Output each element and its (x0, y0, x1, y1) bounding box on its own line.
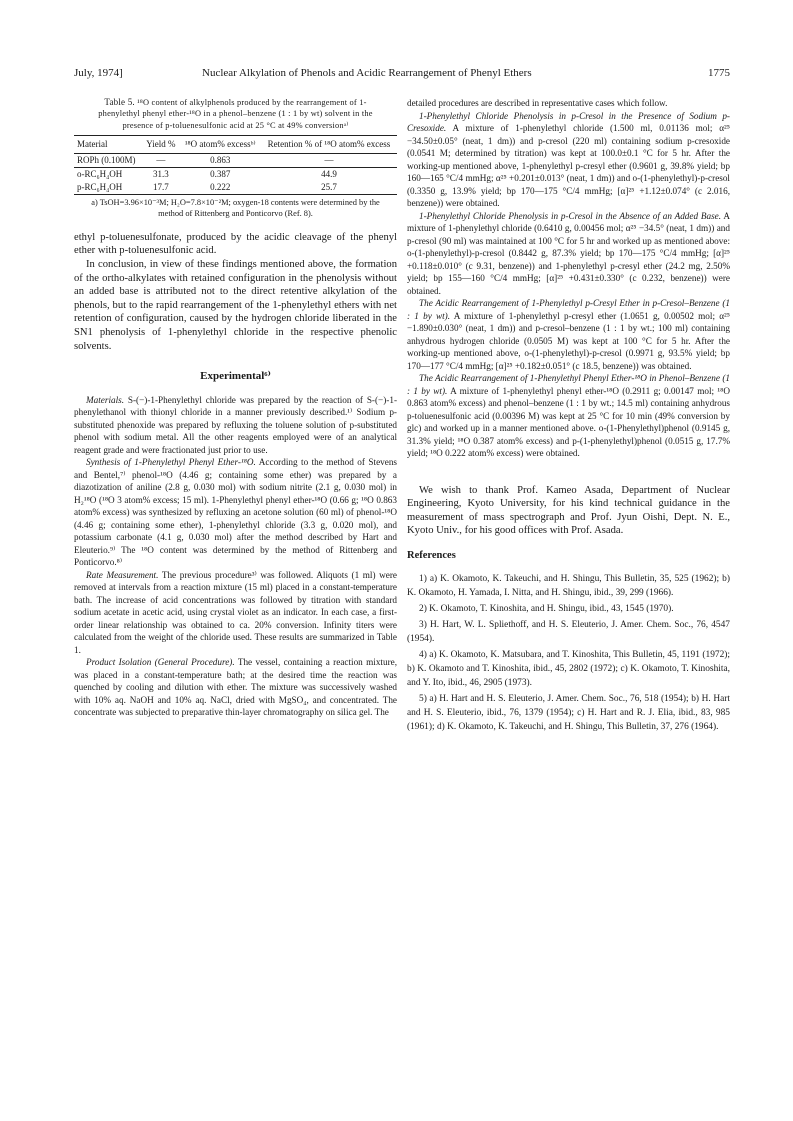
column-header: Yield % (146, 138, 176, 149)
body-paragraph: In conclusion, in view of these findings mentioned above, the formation of the ortho-alkylates with retained configuration in the phenolysis without an added base is attributed not to the direct retentive alkylation of the phenols, but to the rapid rearrangement of the 1-phenylethyl ethers with net retention of configuration, caused by the hydrogen chloride liberated in the SN1 phenolysis of 1-phenylethyl chloride in the respective phenolic solvents. (74, 259, 397, 352)
procedure-paragraph (407, 210, 730, 298)
paragraph-lead: The Acidic Rearrangement of 1-Phenylethyl p-Cresyl Ether in p-Cresol–Benzene (1 : 1 by wt). (407, 298, 730, 321)
paragraph-lead: Synthesis of 1-Phenylethyl Phenyl Ether-¹⁸O. (86, 457, 256, 468)
table-cell: ROPh (0.100M) (77, 154, 136, 165)
paragraph-text: S-(−)-1-Phenylethyl chloride was prepared by the reaction of S-(−)-1-phenylethanol with thionyl chloride in a manner previously described.¹⁾ Sodium p-substituted phenoxide was prepared by refluxing the toluene solution of p-substituted phenol with sodium metal. All the other reagents employed were of an analytical reagent grade and were fractionated just prior to use. (74, 394, 398, 455)
reference-item: 1) a) K. Okamoto, K. Takeuchi, and H. Shingu, This Bulletin, 35, 525 (1962); b) K. Okamoto, H. Yamada, I. Nitta, and H. Shingu, ibid., 39, 299 (1966). (407, 574, 730, 599)
paragraph-text: A mixture of 1-phenylethyl phenyl ether-¹⁸O (0.2911 g; 0.00147 mol; ¹⁸O 0.863 atom% excess) and phenol–benzene (1 : 1 by wt.; 14.5 ml) containing anhydrous p-toluenesulfonic acid (0.00396 M) was kept at 25 °C for 10 min (49% conversion by glc) and worked up in a manner mentioned above. o-(1-Phenylethyl)phenol (0.9145 g, 31.3% yield; ¹⁸O 0.387 atom% excess) and p-(1-phenylethyl)phenol (0.0515 g, 17.7% yield; ¹⁸O 0.222 atom% excess) were obtained. (407, 385, 730, 458)
table-cell: 44.9 (321, 168, 337, 179)
data-table (74, 135, 397, 195)
table-row (74, 167, 397, 181)
table-cell: 25.7 (321, 181, 337, 192)
paragraph-text: The vessel, containing a reaction mixture, was placed in a constant-temperature bath; at the desired time the reaction was quenched by cooling and dilution with ether. The mixture was successively washed with 10% aq. NaOH and 10% aq. NaCl, dried with MgSO₄, and concentrated. The concentrate was subjected to preparative thin-layer chromatography on silica gel. The (74, 657, 398, 718)
procedure-paragraph (407, 372, 730, 460)
column-header: Material (77, 138, 108, 149)
paragraph-text: A mixture of 1-phenylethyl p-cresyl ether (1.0651 g, 0.00502 mol; α²⁵ −1.890±0.030° (neat, 1 dm)) and p-cresol–benzene (1 : 1 by wt.; 100 ml) containing anhydrous hydrogen chloride (0.0505 M) was kept at 100 °C for 5 hr. After the working-up mentioned above, o-(1-phenylethyl)-p-cresol (0.9971 g, 93.5% yield; bp 170—177 °C/4 mmHg; [α]²⁵ +0.182±0.051° (c 18.5, benzene)) was obtained. (407, 310, 730, 371)
table-cell: o-RC₆H₄OH (77, 168, 123, 179)
paragraph-lead: 1-Phenylethyl Chloride Phenolysis in p-Cresol in the Presence of Sodium p-Cresoxide. (407, 110, 730, 133)
table-cell: 17.7 (153, 181, 169, 192)
paragraph-lead: Rate Measurement. (86, 569, 159, 580)
table-caption-text: ¹⁸O content of alkylphenols produced by the rearrangement of 1-phenylethyl phenyl ether-¹⁸O in a phenol–benzene (1 : 1 by wt) solvent in the presence of p-toluenesulfonic acid at 25 °C at 49% conversionᵃ⁾ (98, 98, 373, 130)
product-paragraph (74, 656, 397, 719)
table-cell: — (156, 154, 166, 165)
table-cell: 31.3 (153, 168, 169, 179)
table-cell: 0.222 (210, 181, 231, 192)
table-header-row (74, 135, 397, 153)
header-running-title: Nuclear Alkylation of Phenols and Acidic Rearrangement of Phenyl Ethers (202, 67, 532, 79)
paragraph-lead: Product Isolation (General Procedure). (86, 657, 235, 668)
paragraph-text: A mixture of 1-phenylethyl chloride (1.500 ml, 0.01136 mol; α²⁵ −34.50±0.05° (neat, 1 dm)) and p-cresol (220 ml) containing sodium p-cresoxide (0.0541 M; determined by titration) was kept at 100.0±0.1 °C for 5 hr. After the working-up mentioned above, 1-phenylethyl p-cresyl ether (0.9601 g, 39.8% yield; bp 160—165 °C/4 mmHg; α²⁵ +0.201±0.013° (neat, 1 dm)) and o-(1-phenylethyl)-p-cresol (0.3350 g, 13.9% yield; bp 170—175 °C/4 mmHg; [α]²⁵ +1.12±0.074° (c 2.016, benzene)) were obtained. (407, 123, 730, 208)
procedure-paragraph (407, 110, 730, 210)
column-header: ¹⁸O atom% excessᵇ⁾ (184, 138, 256, 149)
rate-paragraph (74, 569, 397, 657)
table-caption (90, 97, 381, 131)
materials-paragraph (74, 394, 397, 457)
paragraph-text: A mixture of 1-phenylethyl chloride (0.6410 g, 0.00456 mol; α²⁵ −34.5° (neat, 1 dm)) and p-cresol (90 ml) was maintained at 100 °C for 5 hr and worked up as mentioned above: o-(1-phenylethyl)-p-cresol (0.8442 g, 87.3% yield; bp 170—175 °C/4 mmHg; [α]²⁵ +0.118±0.010° (c 9.31, benzene)) and 1-phenylethyl p-cresyl ether (24.2 mg, 2.50% yield; bp 155—160 °C/4 mmHg; [α]²⁵ +0.431±0.330° (c 0.232, benzene)) were obtained. (407, 210, 730, 296)
paragraph-text: According to the method of Stevens and Bentel,⁷⁾ phenol-¹⁸O (4.46 g; containing some ether) was prepared by a diazotization of aniline (2.8 g, 0.030 mol) with sodium nitrite (2.1 g, 0.030 mol) in H₂¹⁸O (¹⁸O 3 atom% excess; 15 ml). 1-Phenylethyl phenyl ether-¹⁸O (0.66 g; ¹⁸O 0.863 atom% excess) was synthesized by refluxing an acetone solution (60 ml) of phenol-¹⁸O (4.46 g; containing some ether), 1-phenylethyl chloride (3.3 g, 0.020 mol), and potassium carbonate (4.1 g, 0.030 mol) after the method described by Hart and Eleuterio.⁹⁾ The ¹⁸O content was determined by the method of Rittenberg and Ponticorvo.⁸⁾ (74, 457, 397, 568)
paragraph-text: The previous procedure³⁾ was followed. Aliquots (1 ml) were removed at intervals from a reaction mixture (15 ml) placed in a constant-temperature bath. The increase of acid concentrations was followed by titration with standard sodium acetate in acetic acid, using crystal violet as an indicator. In each case, a first-order linear relationship was obtained to ca. 20% conversion. Infinity titers were calculated from the weight of the chloride used. These results are summarized in Table 1. (74, 569, 397, 655)
table-cell: 0.863 (210, 154, 231, 165)
paragraph-lead: 1-Phenylethyl Chloride Phenolysis in p-Cresol in the Absence of an Added Base. (419, 210, 722, 221)
references-title: References (407, 549, 456, 561)
reference-item: 2) K. Okamoto, T. Kinoshita, and H. Shingu, ibid., 43, 1545 (1970). (419, 604, 674, 615)
acknowledgment: We wish to thank Prof. Kameo Asada, Department of Nuclear Engineering, Kyoto University, for his kind technical guidance in the measurement of mass spectrograph and Prof. Jyun Oishi, Dept. N. E., Kyoto Univ., for his good offices with Prof. Asada. (407, 484, 730, 537)
paragraph-lead: Materials. (86, 394, 125, 405)
table-row (74, 153, 397, 167)
synthesis-paragraph (74, 456, 397, 569)
section-title: Experimental⁶⁾ (200, 370, 271, 383)
left-column (74, 97, 397, 719)
table-label: Table 5. (104, 97, 135, 107)
body-paragraph: ethyl p-toluenesulfonate, produced by the acidic cleavage of the phenyl ether with p-toluenesulfonic acid. (74, 231, 397, 257)
table-footnote: a) TsOH=3.96×10⁻³M; H₂O=7.8×10⁻²M; oxygen-18 contents were determined by the method of Rittenberg and Ponticorvo (Ref. 8). (91, 197, 380, 218)
header-date: July, 1974] (74, 67, 123, 79)
page-number: 1775 (708, 67, 730, 79)
reference-item: 3) H. Hart, W. L. Spliethoff, and H. S. Eleuterio, J. Amer. Chem. Soc., 76, 4547 (1954). (407, 620, 730, 645)
reference-item: 4) a) K. Okamoto, K. Matsubara, and T. Kinoshita, This Bulletin, 45, 1191 (1972); b) K. Okamoto and T. Kinoshita, ibid., 45, 2802 (1972); c) K. Okamoto, T. Kinoshita, and Y. Ito, ibid., 46, 2905 (1973). (407, 650, 730, 689)
running-header (74, 67, 730, 83)
paragraph-lead: The Acidic Rearrangement of 1-Phenylethyl Phenyl Ether-¹⁸O in Phenol–Benzene (1 : 1 by wt). (407, 373, 730, 396)
procedure-paragraph (407, 297, 730, 372)
column-header: Retention % of ¹⁸O atom% excess (267, 138, 391, 149)
table-cell: p-RC₆H₄OH (77, 181, 123, 192)
table-cell: — (324, 154, 334, 165)
right-column (407, 97, 730, 736)
reference-item: 5) a) H. Hart and H. S. Eleuterio, J. Amer. Chem. Soc., 76, 518 (1954); b) H. Hart and H. S. Eleuterio, ibid., 76, 1379 (1954); c) H. Hart and R. J. Elia, ibid., 83, 985 (1961); d) K. Okamoto, K. Takeuchi, and H. Shingu, This Bulletin, 37, 276 (1964). (407, 694, 730, 733)
table-cell: 0.387 (210, 168, 231, 179)
table-row (74, 181, 397, 195)
intro-paragraph: detailed procedures are described in representative cases which follow. (407, 98, 668, 108)
